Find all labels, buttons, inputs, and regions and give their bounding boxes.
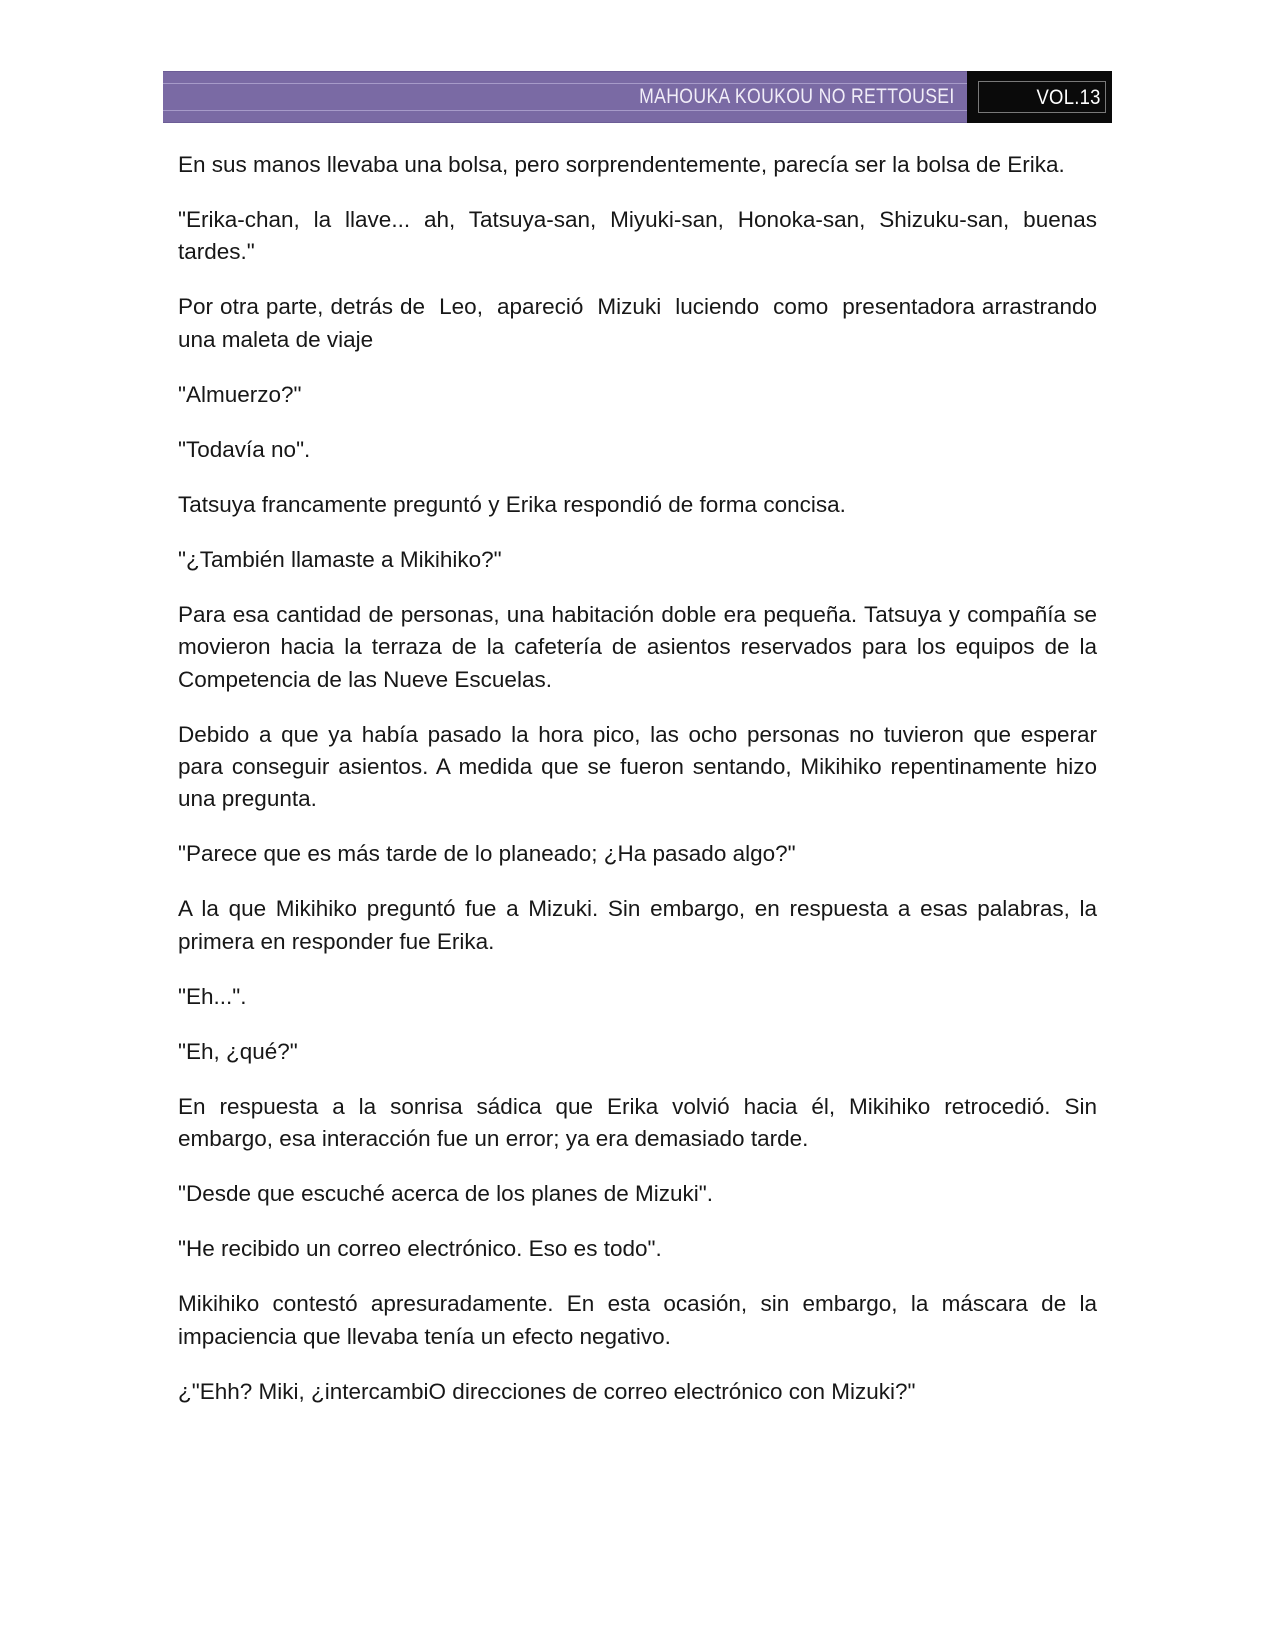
paragraph: Por otra parte, detrás de Leo, apareció Mizuki luciendo como presentadora arrastrando una maleta de viaje [178,294,1104,352]
volume-label: VOL.13 [1036,84,1101,109]
paragraph: Tatsuya francamente preguntó y Erika respondió de forma concisa. [178,491,846,517]
paragraph: Mikihiko contestó apresuradamente. En esta ocasión, sin embargo, la máscara de la impaciencia que llevaba tenía un efecto negativo. [178,1291,1104,1349]
paragraph: "He recibido un correo electrónico. Eso es todo". [178,1236,662,1262]
header-title: MAHOUKA KOUKOU NO RETTOUSEI [639,85,955,108]
header-title-inner-rule [163,83,967,111]
paragraph: "Eh...". [178,983,247,1009]
paragraph: En sus manos llevaba una bolsa, pero sorprendentemente, parecía ser la bolsa de Erika. [178,152,1065,177]
paragraph: A la que Mikihiko preguntó fue a Mizuki. Sin embargo, en respuesta a esas palabras, la primera en responder fue Erika. [178,896,1104,954]
paragraph: ¿"Ehh? Miki, ¿intercambiO direcciones de correo electrónico con Mizuki?" [178,1378,916,1404]
paragraph: En respuesta a la sonrisa sádica que Erika volvió hacia él, Mikihiko retrocedió. Sin embargo, esa interacción fue un error; ya era demasiado tarde. [178,1093,1104,1152]
paragraph: "Parece que es más tarde de lo planeado; ¿Ha pasado algo?" [178,841,796,867]
paragraph: "Todavía no". [178,436,311,462]
paragraph: "Desde que escuché acerca de los planes de Mizuki". [178,1181,714,1207]
paragraph: Debido a que ya había pasado la hora pico, las ocho personas no tuvieron que esperar para conseguir asientos. A medida que se fueron sentando, Mikihiko repentinamente hizo una pregunta. [178,721,1104,812]
volume-badge-inner-rule [978,81,1106,113]
paragraph: "Almuerzo?" [178,381,302,407]
paragraph: "Erika-chan, la llave... ah, Tatsuya-san, Miyuki-san, Honoka-san, Shizuku-san, buenas tardes." [178,207,1104,265]
volume-badge [967,71,1112,123]
header-bar [163,71,1112,123]
header-title-band [163,71,967,123]
paragraph: Para esa cantidad de personas, una habitación doble era pequeña. Tatsuya y compañía se movieron hacia la terraza de la cafetería de asientos reservados para los equipos de la Competencia de las Nueve Escuelas. [178,601,1104,692]
document-body [178,149,1104,1431]
paragraph: "¿También llamaste a Mikihiko?" [178,546,502,572]
paragraph: "Eh, ¿qué?" [178,1038,298,1064]
